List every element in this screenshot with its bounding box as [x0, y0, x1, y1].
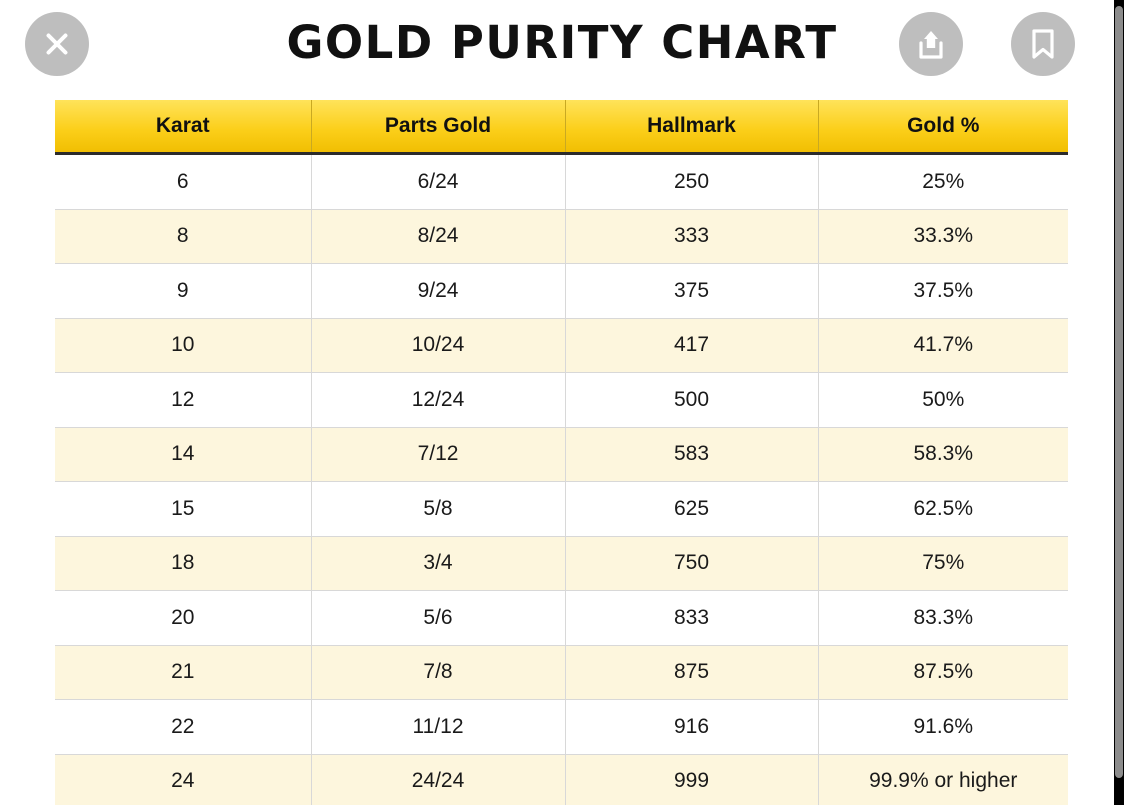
- cell-karat: 24: [55, 754, 311, 805]
- table-header-row: [55, 100, 1068, 154]
- cell-parts-gold: 12/24: [311, 373, 565, 428]
- cell-gold-percent: 33.3%: [818, 209, 1068, 264]
- vertical-scrollbar-track[interactable]: [1114, 0, 1124, 805]
- table-row: [55, 373, 1068, 428]
- table-row: [55, 645, 1068, 700]
- bookmark-icon: [1030, 28, 1056, 60]
- cell-gold-percent: 99.9% or higher: [818, 754, 1068, 805]
- table-row: [55, 427, 1068, 482]
- table-row: [55, 154, 1068, 210]
- bookmark-button[interactable]: [1011, 12, 1075, 76]
- cell-karat: 9: [55, 264, 311, 319]
- cell-parts-gold: 24/24: [311, 754, 565, 805]
- cell-hallmark: 916: [565, 700, 818, 755]
- table-row: [55, 700, 1068, 755]
- cell-hallmark: 750: [565, 536, 818, 591]
- cell-karat: 12: [55, 373, 311, 428]
- table-row: [55, 591, 1068, 646]
- cell-hallmark: 833: [565, 591, 818, 646]
- cell-karat: 21: [55, 645, 311, 700]
- cell-hallmark: 500: [565, 373, 818, 428]
- cell-parts-gold: 11/12: [311, 700, 565, 755]
- cell-karat: 15: [55, 482, 311, 537]
- table-row: [55, 482, 1068, 537]
- cell-parts-gold: 7/12: [311, 427, 565, 482]
- cell-gold-percent: 50%: [818, 373, 1068, 428]
- cell-parts-gold: 9/24: [311, 264, 565, 319]
- cell-hallmark: 375: [565, 264, 818, 319]
- cell-hallmark: 625: [565, 482, 818, 537]
- cell-gold-percent: 83.3%: [818, 591, 1068, 646]
- close-button[interactable]: [25, 12, 89, 76]
- cell-hallmark: 583: [565, 427, 818, 482]
- cell-hallmark: 417: [565, 318, 818, 373]
- cell-gold-percent: 87.5%: [818, 645, 1068, 700]
- vertical-scrollbar-thumb[interactable]: [1115, 6, 1123, 778]
- cell-hallmark: 250: [565, 154, 818, 210]
- table-row: [55, 754, 1068, 805]
- gold-purity-table: [55, 100, 1068, 805]
- share-icon: [916, 28, 946, 60]
- table-row: [55, 536, 1068, 591]
- column-header-hallmark: Hallmark: [565, 100, 818, 154]
- cell-parts-gold: 7/8: [311, 645, 565, 700]
- share-button[interactable]: [899, 12, 963, 76]
- cell-karat: 18: [55, 536, 311, 591]
- cell-karat: 6: [55, 154, 311, 210]
- cell-hallmark: 999: [565, 754, 818, 805]
- cell-parts-gold: 10/24: [311, 318, 565, 373]
- cell-gold-percent: 91.6%: [818, 700, 1068, 755]
- column-header-karat: Karat: [55, 100, 311, 154]
- cell-gold-percent: 25%: [818, 154, 1068, 210]
- cell-parts-gold: 5/8: [311, 482, 565, 537]
- cell-karat: 10: [55, 318, 311, 373]
- column-header-parts-gold: Parts Gold: [311, 100, 565, 154]
- cell-gold-percent: 41.7%: [818, 318, 1068, 373]
- cell-gold-percent: 75%: [818, 536, 1068, 591]
- cell-gold-percent: 37.5%: [818, 264, 1068, 319]
- cell-karat: 20: [55, 591, 311, 646]
- cell-parts-gold: 8/24: [311, 209, 565, 264]
- cell-hallmark: 333: [565, 209, 818, 264]
- cell-parts-gold: 6/24: [311, 154, 565, 210]
- cell-karat: 14: [55, 427, 311, 482]
- cell-parts-gold: 3/4: [311, 536, 565, 591]
- cell-hallmark: 875: [565, 645, 818, 700]
- cell-karat: 22: [55, 700, 311, 755]
- cell-parts-gold: 5/6: [311, 591, 565, 646]
- cell-gold-percent: 62.5%: [818, 482, 1068, 537]
- page-title: GOLD PURITY CHART: [286, 16, 838, 69]
- cell-karat: 8: [55, 209, 311, 264]
- cell-gold-percent: 58.3%: [818, 427, 1068, 482]
- table-row: [55, 264, 1068, 319]
- table-row: [55, 318, 1068, 373]
- column-header-gold-percent: Gold %: [818, 100, 1068, 154]
- table-row: [55, 209, 1068, 264]
- close-icon: [43, 30, 71, 58]
